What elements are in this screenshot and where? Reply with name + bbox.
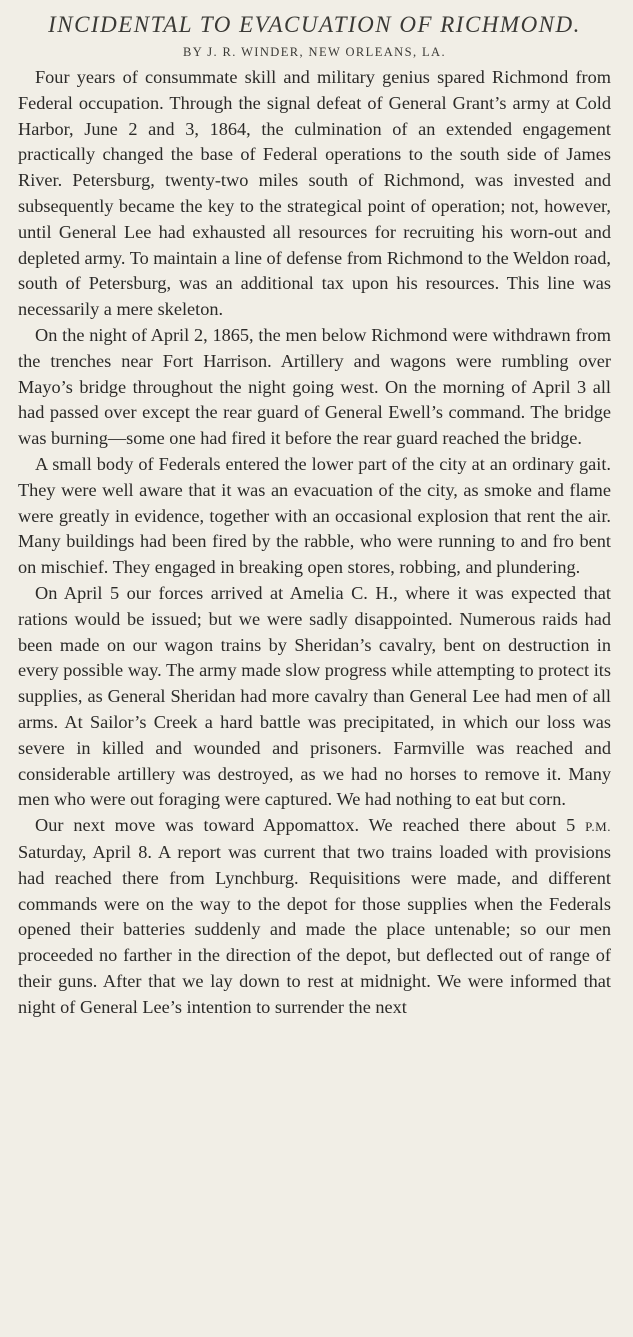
paragraph-text-before: Our next move was toward Appomattox. We reached there about 5 — [35, 815, 586, 836]
article-paragraph: On April 5 our forces arrived at Amelia C. H., where it was expected that rations would be issued; but we were sadly disappointed. Numerous raids had been made on our wagon trains by Sheridan’s cavalry, bent on destruction in every possible way. The army made slow progress while attempting to protect its supplies, as General Sheridan had more cavalry than General Lee had men of all arms. At Sailor’s Creek a hard battle was precipitated, in which our loss was severe in killed and wounded and prisoners. Farmville was reached and considerable artillery was destroyed, as we had no horses to remove it. Many men who were out foraging were captured. We had nothing to eat but corn. — [18, 582, 611, 810]
small-caps-time: P.M. — [585, 819, 611, 835]
article-paragraph: A small body of Federals entered the lower part of the city at an ordinary gait. They were well aware that it was an evacuation of the city, as smoke and flame were greatly in evidence, together with an occasional explosion that rent the air. Many buildings had been fired by the rabble, who were running to and fro bent on mischief. They engaged in breaking open stores, robbing, and plundering. — [18, 453, 611, 578]
article-paragraph-last — [18, 813, 611, 1020]
article-title: INCIDENTAL TO EVACUATION OF RICHMOND. — [48, 12, 581, 37]
article-paragraph: On the night of April 2, 1865, the men below Richmond were withdrawn from the trenches near Fort Harrison. Artillery and wagons were rumbling over Mayo’s bridge throughout the night going west. On the morning of April 3 all had passed over except the rear guard of General Ewell’s command. The bridge was burning—some one had fired it before the rear guard reached the bridge. — [18, 324, 611, 449]
paragraph-text-after: Saturday, April 8. A report was current that two trains loaded with provisions had reached there from Lynchburg. Requisitions were made, and different commands were on the way to the depot for those supplies when the Federals opened their batteries suddenly and made the place untenable; so our men proceeded no farther in the direction of the depot, but deflected out of range of their guns. After that we lay down to rest at midnight. We were informed that night of General Lee’s intention to surrender the next — [18, 841, 611, 1017]
article-byline: BY J. R. WINDER, NEW ORLEANS, LA. — [183, 45, 446, 59]
article-paragraph: Four years of consummate skill and military genius spared Richmond from Federal occupation. Through the signal defeat of General Grant’s army at Cold Harbor, June 2 and 3, 1864, the culmination of an extended engagement practically changed the base of Federal operations to the south side of James River. Petersburg, twenty-two miles south of Richmond, was invested and subsequently became the key to the strategical point of operation; not, however, until General Lee had exhausted all resources for recruiting his worn-out and depleted army. To maintain a line of defense from Richmond to the Weldon road, south of Petersburg, was an additional tax upon his resources. This line was necessarily a mere skeleton. — [18, 67, 611, 320]
